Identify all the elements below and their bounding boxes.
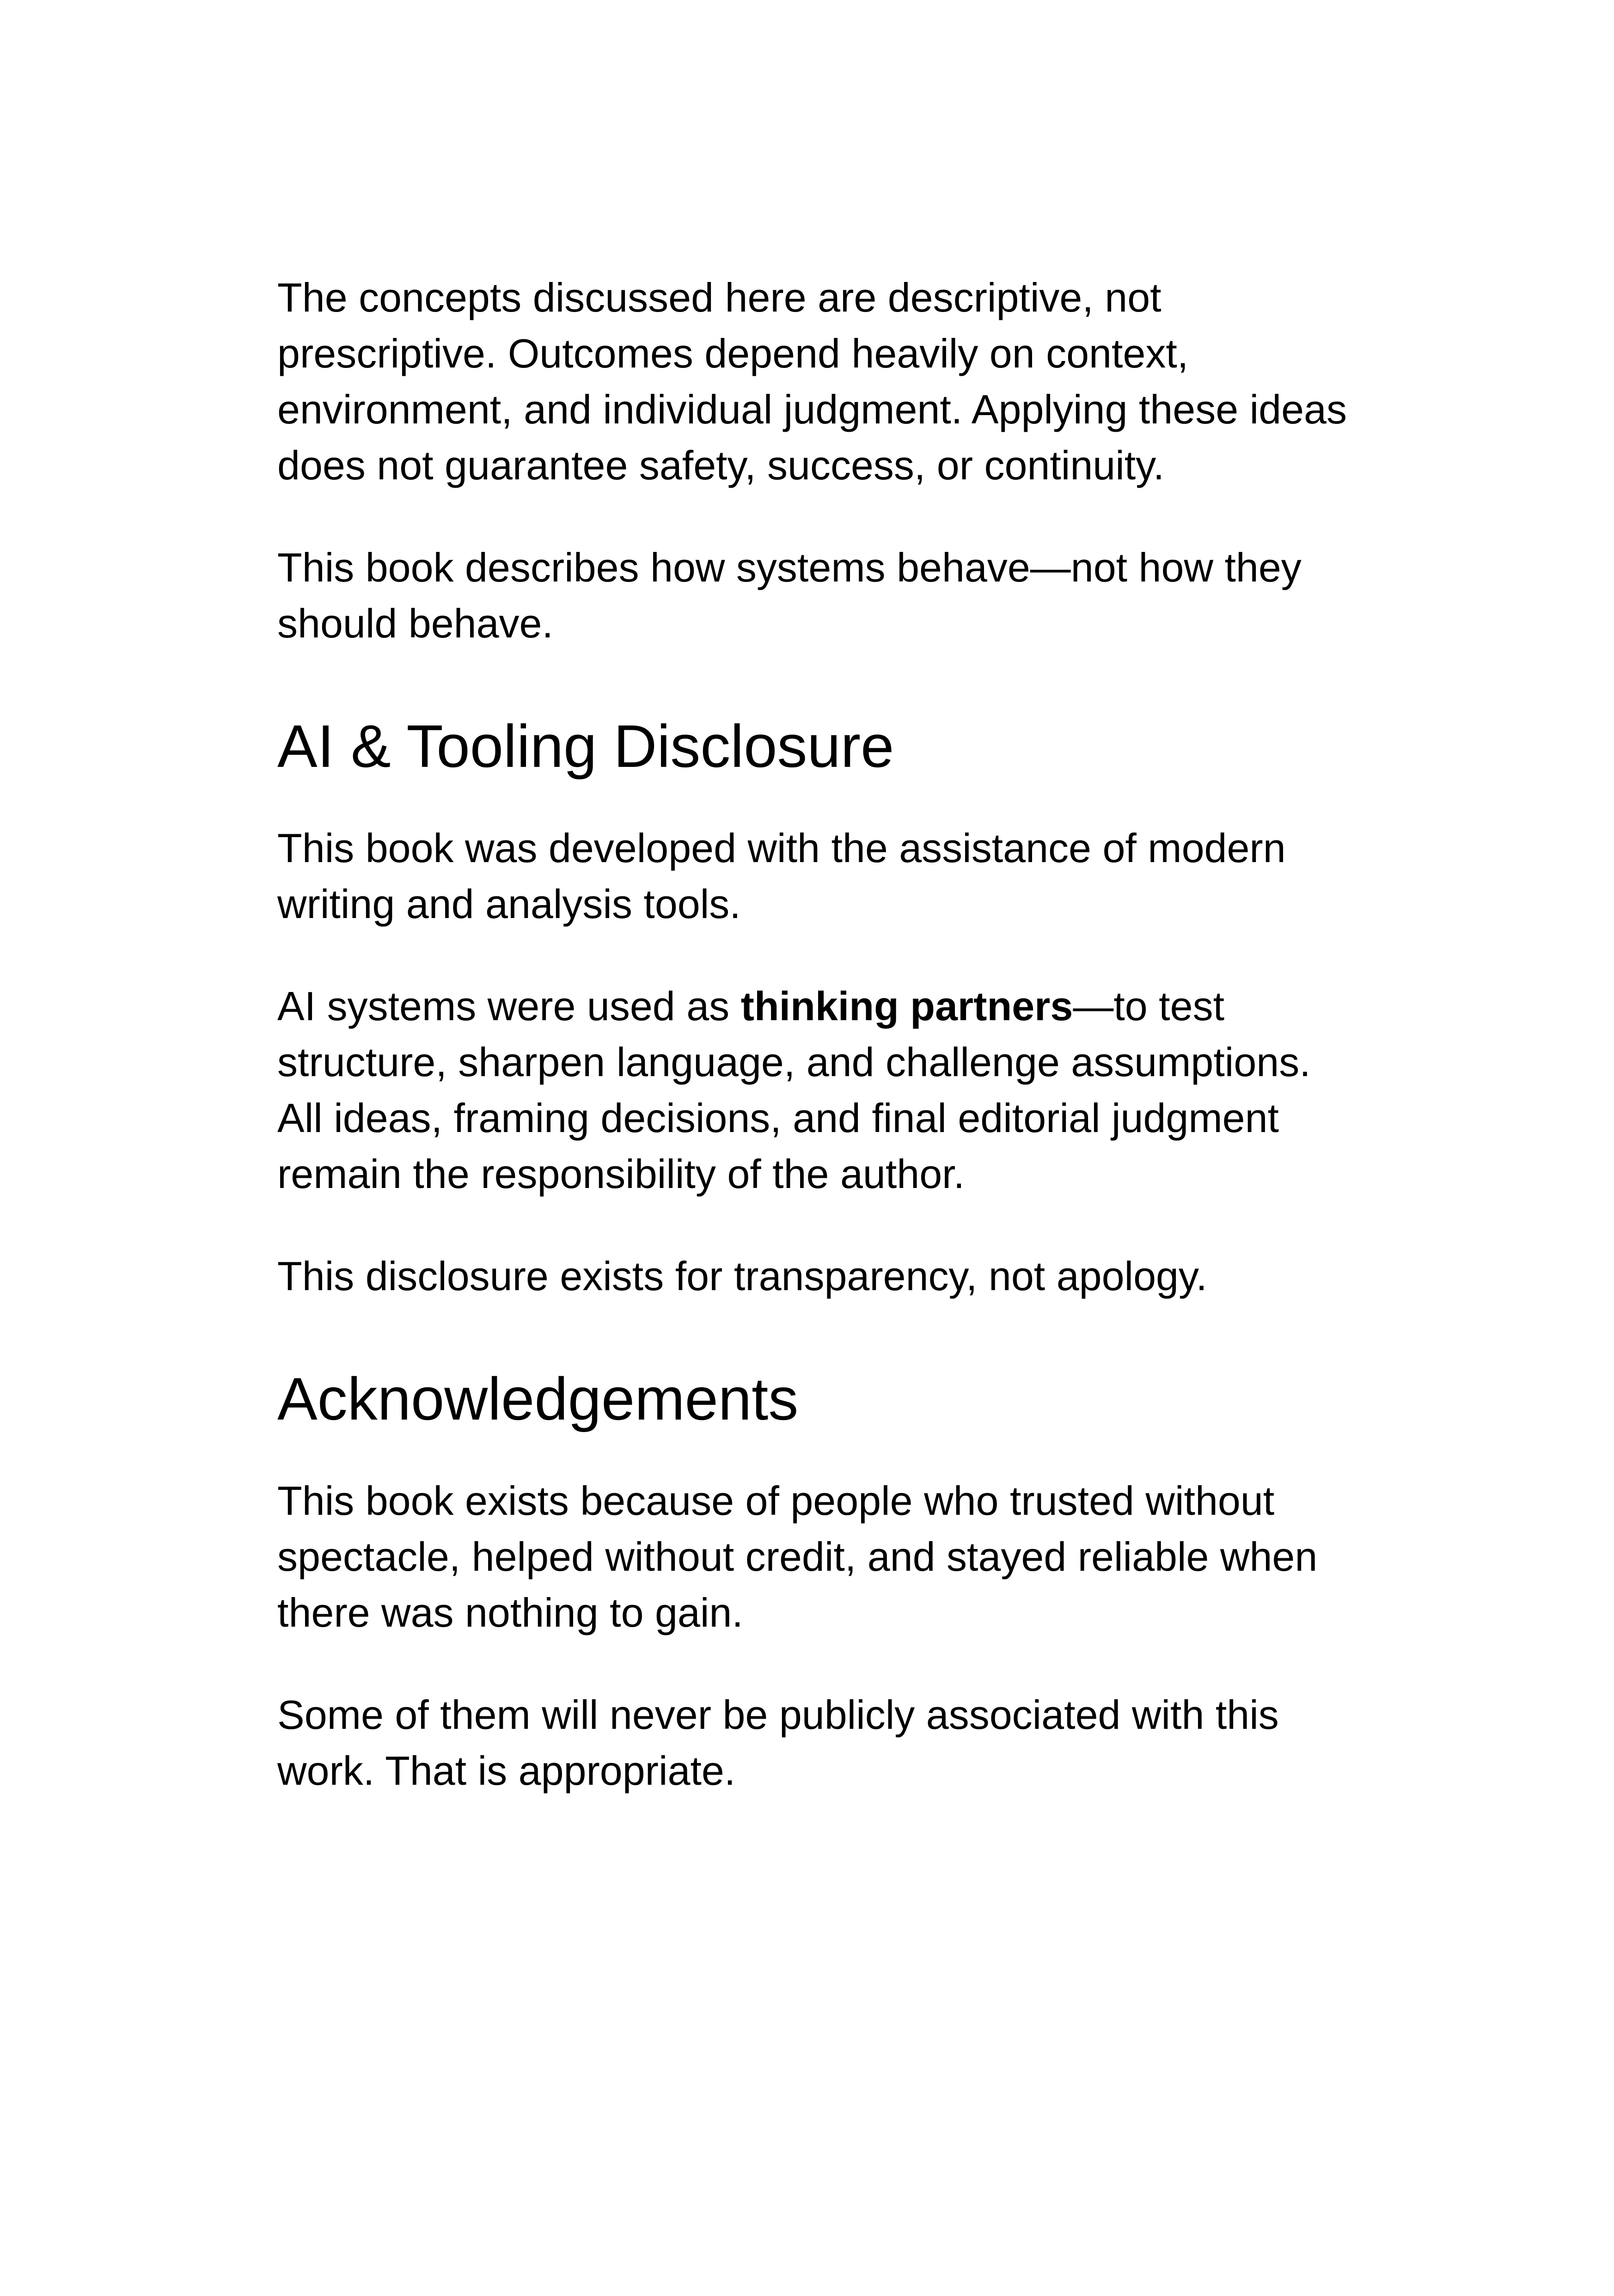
acknowledgements-heading: Acknowledgements <box>277 1365 799 1433</box>
intro-paragraph-2: This book describes how systems behave—not how they should behave. <box>277 545 1302 646</box>
acknowledgements-paragraph-1: This book exists because of people who trusted without spectacle, helped without credit, and stayed reliable when there was nothing to gain. <box>277 1478 1318 1635</box>
ai-disclosure-heading: AI & Tooling Disclosure <box>277 712 894 780</box>
ai-disclosure-paragraph-1: This book was developed with the assistance of modern writing and analysis tools. <box>277 825 1286 927</box>
ai-disclosure-paragraph-3: This disclosure exists for transparency, not apology. <box>277 1253 1207 1299</box>
acknowledgements-paragraph-2: Some of them will never be publicly associated with this work. That is appropriate. <box>277 1692 1279 1794</box>
intro-paragraph-1: The concepts discussed here are descriptive, not prescriptive. Outcomes depend heavily on context, environment, and individual judgment. Applying these ideas does not guarantee safety, success, or continuity. <box>277 275 1347 488</box>
document-page <box>277 269 1359 1799</box>
thinking-partners-emphasis: thinking partners <box>740 983 1073 1029</box>
ai-disclosure-paragraph-2 <box>277 978 1359 1202</box>
ai-disclosure-p2-start: AI systems were used as <box>277 983 741 1029</box>
ai-disclosure-p2-end: —to test structure, sharpen language, and challenge assumptions. All ideas, framing decisions, and final editorial judgment remain the responsibility of the author. <box>277 983 1311 1197</box>
